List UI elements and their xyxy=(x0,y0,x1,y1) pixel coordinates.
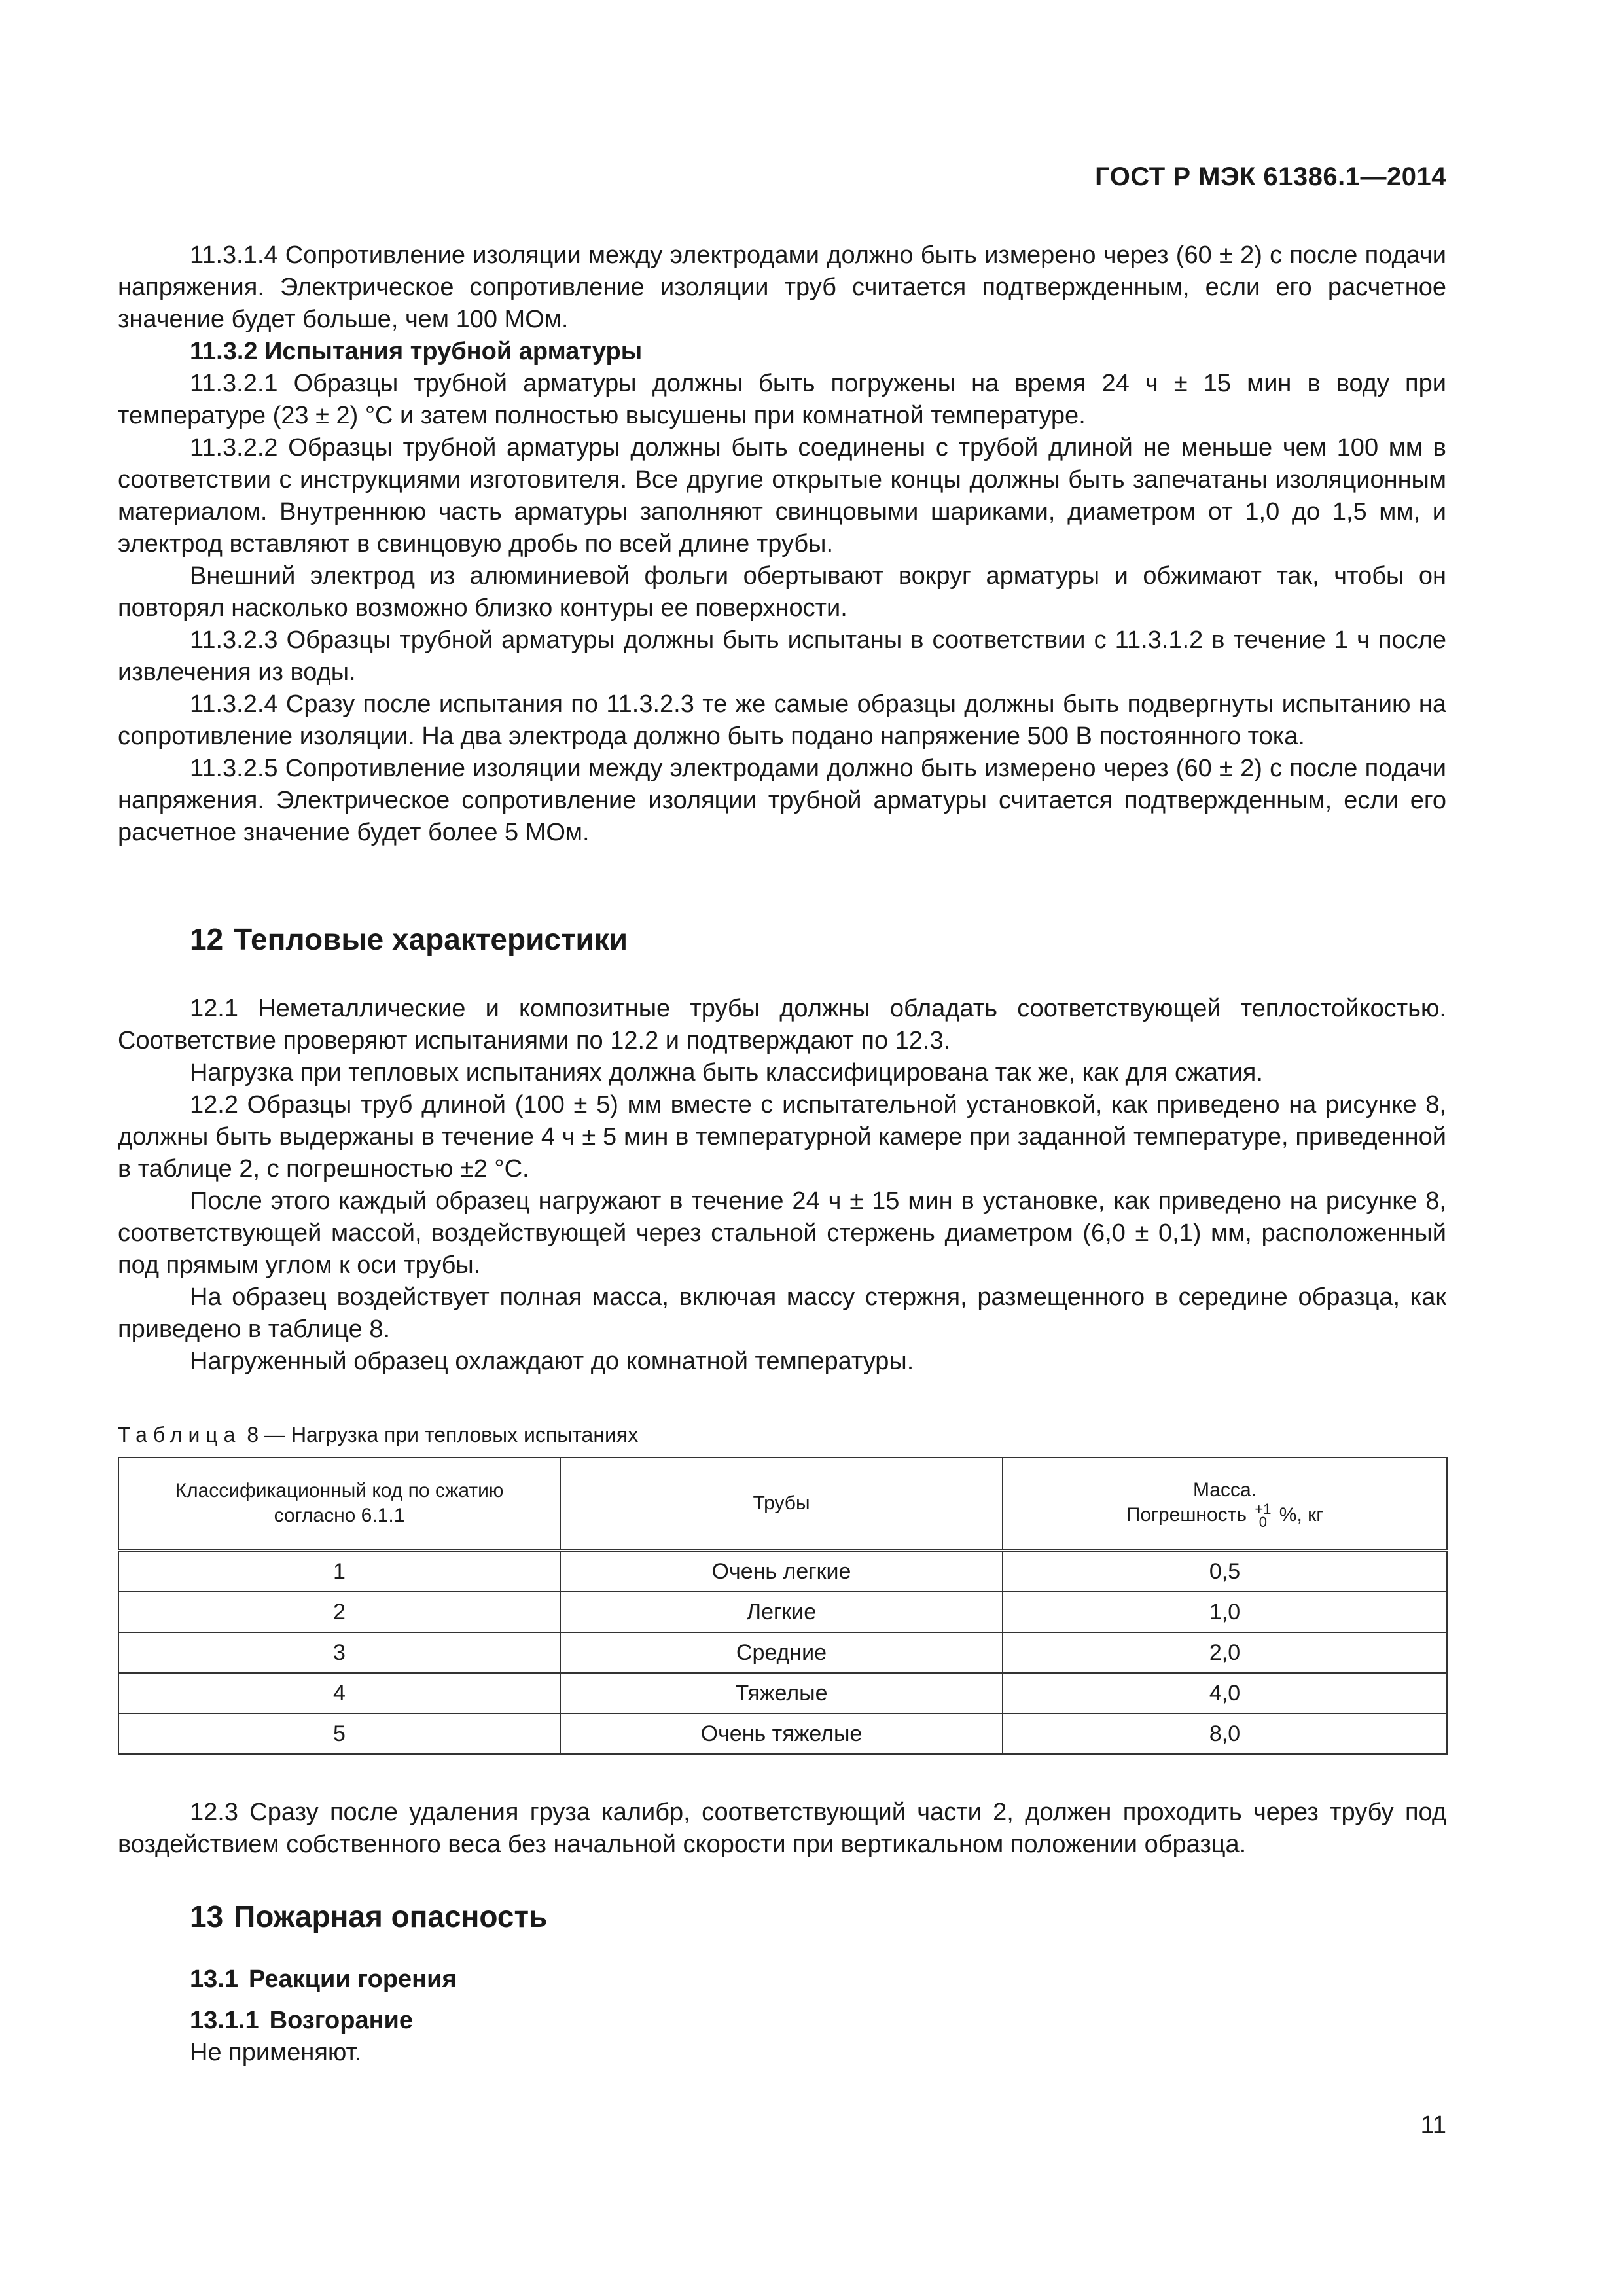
page-number: 11 xyxy=(1420,2111,1446,2139)
section-12-text xyxy=(118,993,1446,1378)
paragraph-11-3-2-2: 11.3.2.2 Образцы трубной арматуры должны быть соединены с трубой длиной не меньше чем 100 мм в соответствии с инструкциями изготовителя. Все другие открытые концы должны быть запечатаны изоляционным материалом. Внутреннюю часть арматуры заполняют свинцовыми шариками, диаметром от 1,0 до 1,5 мм, и электрод вставляют в свинцовую дробь по всей длине трубы. xyxy=(118,434,1446,558)
table-cell-code: 2 xyxy=(118,1592,560,1632)
section-12-3-text xyxy=(118,1797,1446,1861)
paragraph-12-1-load: Нагрузка при тепловых испытаниях должна быть классифицирована так же, как для сжатия. xyxy=(190,1059,1263,1086)
heading-13-1-number: 13.1 xyxy=(190,1965,238,1993)
section-12-heading-block xyxy=(118,920,1446,959)
table-cell-pipes: Тяжелые xyxy=(560,1673,1003,1713)
table-row xyxy=(118,1551,1447,1592)
table-cell-pipes: Очень легкие xyxy=(560,1551,1003,1592)
heading-13-1-1-number: 13.1.1 xyxy=(190,2007,259,2034)
document-id-header: ГОСТ Р МЭК 61386.1—2014 xyxy=(1095,162,1446,191)
heading-13-1-1 xyxy=(118,2005,1446,2037)
section-13-block xyxy=(118,1897,1446,2069)
table-cell-mass: 4,0 xyxy=(1003,1673,1447,1713)
section-13-title: Пожарная опасность xyxy=(234,1899,548,1933)
table-8 xyxy=(118,1457,1448,1755)
table-row xyxy=(118,1592,1447,1632)
table-8-header-mass: Масса. Погрешность +1 0 %, кг xyxy=(1003,1458,1447,1551)
table-cell-mass: 1,0 xyxy=(1003,1592,1447,1632)
table-row xyxy=(118,1713,1447,1754)
paragraph-12-2-cooling: Нагруженный образец охлаждают до комнатной температуры. xyxy=(190,1348,914,1375)
table-cell-pipes: Очень тяжелые xyxy=(560,1713,1003,1754)
table-cell-mass: 2,0 xyxy=(1003,1632,1447,1673)
table-cell-code: 1 xyxy=(118,1551,560,1592)
table-cell-mass: 0,5 xyxy=(1003,1551,1447,1592)
table-row xyxy=(118,1632,1447,1673)
paragraph-12-2-mass: На образец воздействует полная масса, включая массу стержня, размещенного в середине образца, как приведено в таблице 8. xyxy=(118,1283,1446,1343)
table-cell-code: 4 xyxy=(118,1673,560,1713)
heading-13-1-1-title: Возгорание xyxy=(269,2007,414,2034)
section-12-title: Тепловые характеристики xyxy=(234,922,628,956)
table-cell-pipes: Легкие xyxy=(560,1592,1003,1632)
paragraph-11-3-2-2-electrode: Внешний электрод из алюминиевой фольги обертывают вокруг арматуры и обжимают так, чтобы он повторял насколько возможно близко контуры ее поверхности. xyxy=(118,562,1446,622)
section-13-heading xyxy=(118,1897,1446,1936)
paragraph-12-2-loading: После этого каждый образец нагружают в течение 24 ч ± 15 мин в установке, как приведено на рисунке 8, соответствующей массой, воздействующей через стальной стержень диаметром (6,0 ± 0,1) мм, расположенный под прямым углом к оси трубы. xyxy=(118,1187,1446,1279)
paragraph-12-3: 12.3 Сразу после удаления груза калибр, соответствующий части 2, должен проходить через трубу под воздействием собственного веса без начальной скорости при вертикальном положении образца. xyxy=(118,1799,1446,1858)
table-8-caption xyxy=(118,1422,1446,1448)
table-row xyxy=(118,1673,1447,1713)
paragraph-12-2: 12.2 Образцы труб длиной (100 ± 5) мм вместе с испытательной установкой, как приведено на рисунке 8, должны быть выдержаны в течение 4 ч ± 5 мин в температурной камере при заданной температуре, приведенной в таблице 2, с погрешностью ±2 °С. xyxy=(118,1091,1446,1183)
section-12-number: 12 xyxy=(190,922,224,956)
section-11-3-text xyxy=(118,240,1446,849)
table-8-caption-word: Таблица xyxy=(118,1423,241,1446)
table-cell-mass: 8,0 xyxy=(1003,1713,1447,1754)
paragraph-11-3-1-4: 11.3.1.4 Сопротивление изоляции между электродами должно быть измерено через (60 ± 2) с после подачи напряжения. Электрическое сопротивление изоляции труб считается подтвержденным, если его расчетное значение будет больше, чем 100 МОм. xyxy=(118,242,1446,333)
heading-13-1-title: Реакции горения xyxy=(248,1965,457,1993)
table-cell-code: 5 xyxy=(118,1713,560,1754)
paragraph-13-1-1: Не применяют. xyxy=(190,2039,362,2066)
table-cell-pipes: Средние xyxy=(560,1632,1003,1673)
table-cell-code: 3 xyxy=(118,1632,560,1673)
paragraph-11-3-2-5: 11.3.2.5 Сопротивление изоляции между электродами должно быть измерено через (60 ± 2) с после подачи напряжения. Электрическое сопротивление изоляции трубной арматуры считается подтвержденным, если его расчетное значение будет более 5 МОм. xyxy=(118,755,1446,846)
section-12-heading xyxy=(118,920,1446,959)
table-8-header-row xyxy=(118,1458,1447,1551)
paragraph-11-3-2-1: 11.3.2.1 Образцы трубной арматуры должны быть погружены на время 24 ч ± 15 мин в воду при температуре (23 ± 2) °С и затем полностью высушены при комнатной температуре. xyxy=(118,370,1446,429)
heading-13-1 xyxy=(118,1964,1446,1996)
table-8-block xyxy=(118,1422,1446,1755)
section-13-number: 13 xyxy=(190,1899,224,1933)
paragraph-11-3-2-3: 11.3.2.3 Образцы трубной арматуры должны быть испытаны в соответствии с 11.3.1.2 в течение 1 ч после извлечения из воды. xyxy=(118,626,1446,686)
table-8-caption-text: 8 — Нагрузка при тепловых испытаниях xyxy=(247,1423,639,1446)
paragraph-12-1: 12.1 Неметаллические и композитные трубы должны обладать соответствующей теплостойкостью. Соответствие проверяют испытаниями по 12.2 и подтверждают по 12.3. xyxy=(118,995,1446,1054)
table-8-header-code: Классификационный код по сжатию согласно 6.1.1 xyxy=(118,1458,560,1551)
mass-tolerance: +1 0 xyxy=(1255,1501,1272,1531)
paragraph-11-3-2-4: 11.3.2.4 Сразу после испытания по 11.3.2.3 те же самые образцы должны быть подвергнуты испытанию на сопротивление изоляции. На два электрода должно быть подано напряжение 500 В постоянного тока. xyxy=(118,691,1446,750)
table-8-header-pipes: Трубы xyxy=(560,1458,1003,1551)
heading-11-3-2: 11.3.2 Испытания трубной арматуры xyxy=(190,338,643,365)
